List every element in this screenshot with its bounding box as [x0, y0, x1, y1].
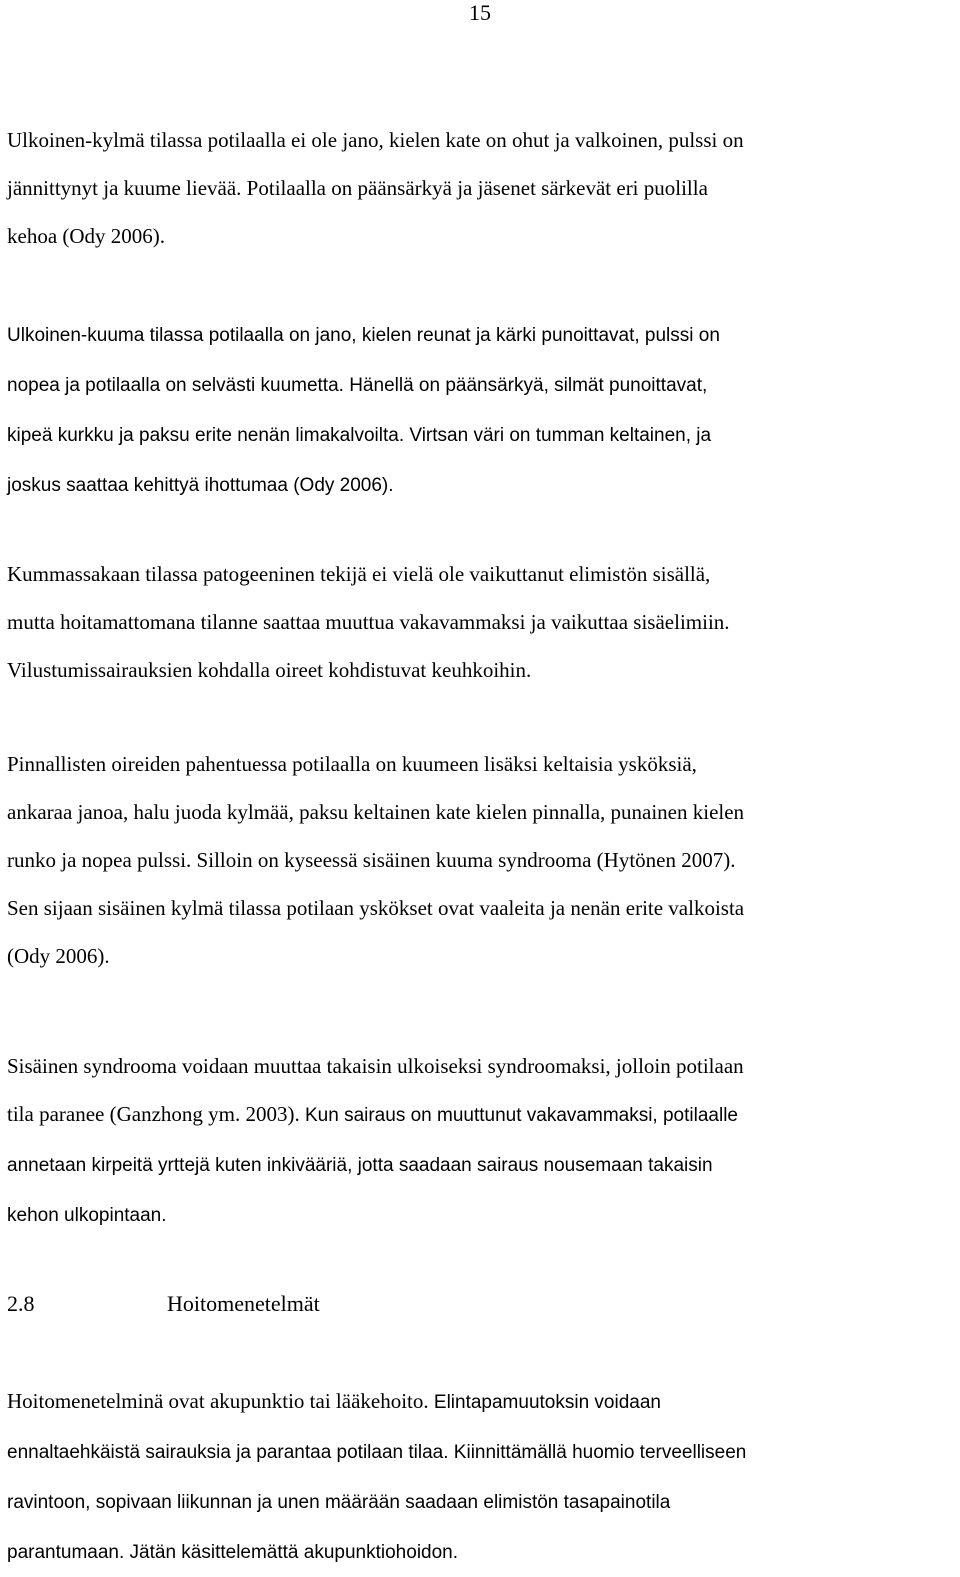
paragraph-kummassakaan	[7, 550, 953, 694]
text-line	[7, 116, 953, 164]
text-segment: kehoa (Ody 2006).	[7, 224, 166, 248]
text-segment: runko ja nopea pulssi. Silloin on kyseessä sisäinen kuuma syndrooma (Hytönen 2007).	[7, 848, 736, 872]
text-segment: tila paranee (Ganzhong ym. 2003).	[7, 1102, 305, 1126]
page-number: 15	[469, 0, 491, 25]
text-segment: Ulkoinen-kuuma tilassa potilaalla on jano, kielen reunat ja kärki punoittavat, pulssi on	[7, 325, 720, 346]
text-segment: mutta hoitamattomana tilanne saattaa muuttua vakavammaksi ja vaikuttaa sisäelimiin.	[7, 610, 730, 634]
text-segment: ankaraa janoa, halu juoda kylmää, paksu keltainen kate kielen pinnalla, punainen kielen	[7, 800, 745, 824]
text-segment: nopea ja potilaalla on selvästi kuumetta. Hänellä on päänsärkyä, silmät punoittavat,	[7, 375, 708, 396]
text-line	[7, 740, 953, 788]
text-line	[7, 360, 953, 410]
text-line	[7, 1477, 953, 1527]
text-line	[7, 932, 953, 980]
text-segment: joskus saattaa kehittyä ihottumaa (Ody 2006).	[7, 475, 394, 496]
text-line	[7, 1190, 953, 1240]
text-segment: Pinnallisten oireiden pahentuessa potilaalla on kuumeen lisäksi keltaisia ysköksiä,	[7, 752, 697, 776]
text-line	[7, 1140, 953, 1190]
text-segment: Sisäinen syndrooma voidaan muuttaa takaisin ulkoiseksi syndroomaksi, jolloin potilaan	[7, 1054, 744, 1078]
section-heading	[7, 1286, 320, 1322]
text-line	[7, 836, 953, 884]
text-segment: Sen sijaan sisäinen kylmä tilassa potilaan yskökset ovat vaaleita ja nenän erite valkoista	[7, 896, 745, 920]
text-line	[7, 1527, 953, 1577]
text-line	[7, 1042, 953, 1090]
text-segment: parantumaan. Jätän käsittelemättä akupunktiohoidon.	[7, 1542, 459, 1563]
paragraph-hoitomenetelmina	[7, 1377, 953, 1577]
text-segment: Vilustumissairauksien kohdalla oireet kohdistuvat keuhkoihin.	[7, 658, 532, 682]
paragraph-ulkoinen-kuuma	[7, 310, 953, 510]
text-line	[7, 884, 953, 932]
text-segment: Hoitomenetelminä ovat akupunktio tai lääkehoito.	[7, 1389, 434, 1413]
paragraph-pinnallisten-oireiden	[7, 740, 953, 980]
text-line	[7, 460, 953, 510]
text-line	[7, 788, 953, 836]
text-line	[7, 310, 953, 360]
text-line	[7, 1427, 953, 1477]
text-segment: Ulkoinen-kylmä tilassa potilaalla ei ole jano, kielen kate on ohut ja valkoinen, pulssi on	[7, 128, 744, 152]
text-segment: kehon ulkopintaan.	[7, 1205, 167, 1226]
text-segment: Kun sairaus on muuttunut vakavammaksi, potilaalle	[304, 1105, 738, 1126]
text-line	[7, 1377, 953, 1427]
section-number: 2.8	[7, 1291, 35, 1316]
text-line	[7, 598, 953, 646]
text-line	[7, 164, 953, 212]
text-line	[7, 646, 953, 694]
text-line	[7, 550, 953, 598]
text-segment: kipeä kurkku ja paksu erite nenän limakalvoilta. Virtsan väri on tumman keltainen, ja	[7, 425, 712, 446]
text-segment: annetaan kirpeitä yrttejä kuten inkivääriä, jotta saadaan sairaus nousemaan takaisin	[7, 1155, 713, 1176]
text-segment: (Ody 2006).	[7, 944, 110, 968]
text-line	[7, 410, 953, 460]
text-line	[7, 212, 953, 260]
paragraph-sisainen-syndrooma	[7, 1042, 953, 1240]
paragraph-ulkoinen-kylma	[7, 116, 953, 260]
text-segment: jännittynyt ja kuume lievää. Potilaalla on päänsärkyä ja jäsenet särkevät eri puolilla	[7, 176, 708, 200]
text-segment: Kummassakaan tilassa patogeeninen tekijä ei vielä ole vaikuttanut elimistön sisällä,	[7, 562, 711, 586]
text-line	[7, 1090, 953, 1140]
section-title: Hoitomenetelmät	[167, 1291, 320, 1316]
text-segment: Elintapamuutoksin voidaan	[433, 1392, 661, 1413]
text-segment: ennaltaehkäistä sairauksia ja parantaa potilaan tilaa. Kiinnittämällä huomio terveelliseen	[7, 1442, 747, 1463]
text-segment: ravintoon, sopivaan liikunnan ja unen määrään saadaan elimistön tasapainotila	[7, 1492, 671, 1513]
